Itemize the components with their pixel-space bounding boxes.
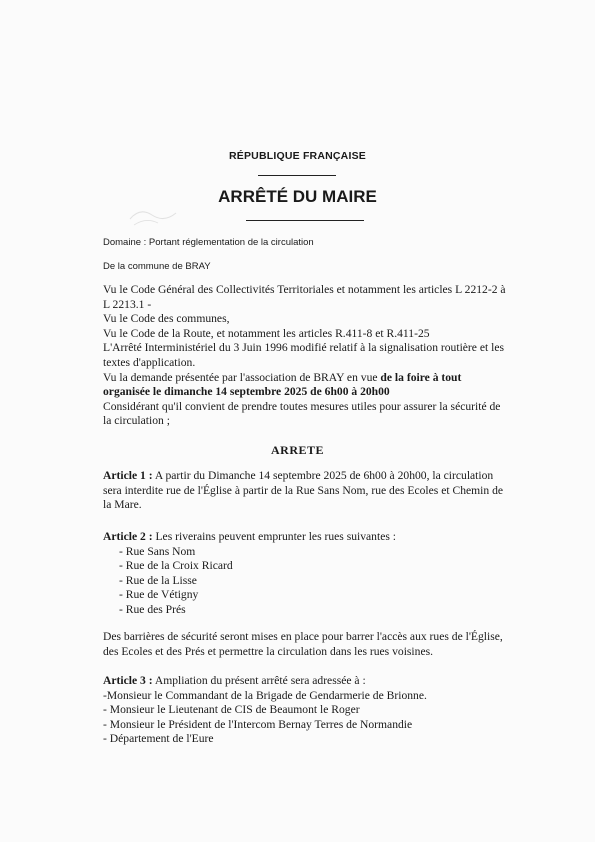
article-2-text: Les riverains peuvent emprunter les rues suivantes : xyxy=(152,530,396,543)
article-1-label: Article 1 : xyxy=(103,469,153,482)
faint-stamp-mark xyxy=(128,205,178,229)
header-divider-top xyxy=(258,175,336,176)
considerant: Considérant qu'il convient de prendre toutes mesures utiles pour assurer la sécurité de la circulation ; xyxy=(103,399,501,428)
article-3 xyxy=(103,674,508,747)
vu-cgct: Vu le Code Général des Collectivités Territoriales et notamment les articles L 2212-2 à L 2213.1 - xyxy=(103,283,506,311)
vu-demande-text: Vu la demande présentée par l'association de BRAY en vue xyxy=(103,370,381,384)
list-item: - Rue de Vétigny xyxy=(119,588,199,602)
list-item: - Monsieur le Lieutenant de CIS de Beaumont le Roger xyxy=(103,703,360,717)
commune-line: De la commune de BRAY xyxy=(103,261,211,272)
article-2 xyxy=(103,530,508,618)
republic-header: RÉPUBLIQUE FRANÇAISE xyxy=(228,150,366,162)
page-title: ARRÊTÉ DU MAIRE xyxy=(218,187,377,206)
article-1 xyxy=(103,469,508,513)
street-list xyxy=(115,545,508,618)
list-item: - Rue de la Croix Ricard xyxy=(119,559,233,573)
header-divider-bottom xyxy=(246,220,364,221)
article-3-text: Ampliation du présent arrêté sera adressée à : xyxy=(152,674,366,687)
article-1-text: A partir du Dimanche 14 septembre 2025 de 6h00 à 20h00, la circulation sera interdite rue de l'Église à partir de la Rue Sans Nom, rue des Ecoles et Chemin de la Mare. xyxy=(103,469,504,512)
vu-code-route: Vu le Code de la Route, et notamment les articles R.411-8 et R.411-25 xyxy=(103,326,430,340)
domain-line: Domaine : Portant réglementation de la circulation xyxy=(103,237,314,248)
vu-demande-event: de la foire à tout organisée le dimanche 14 septembre 2025 de 6h00 à 20h00 xyxy=(103,370,462,399)
considerations-block xyxy=(103,283,508,429)
article-2-label: Article 2 : xyxy=(103,530,153,543)
arrete-heading: ARRETE xyxy=(270,443,324,457)
list-item: - Rue Sans Nom xyxy=(119,544,196,558)
list-item: - Département de l'Eure xyxy=(103,732,214,746)
barriers-paragraph: Des barrières de sécurité seront mises en place pour barrer l'accès aux rues de l'Église, des Ecoles et des Prés et permettre la circulation dans les rues voisines. xyxy=(103,630,503,658)
list-item: - Rue des Prés xyxy=(119,602,186,616)
list-item: - Rue de la Lisse xyxy=(119,573,197,587)
vu-demande xyxy=(103,371,508,400)
vu-code-communes: Vu le Code des communes, xyxy=(103,312,230,326)
list-item: -Monsieur le Commandant de la Brigade de Gendarmerie de Brionne. xyxy=(103,688,427,702)
list-item: - Monsieur le Président de l'Intercom Bernay Terres de Normandie xyxy=(103,717,413,731)
article-3-label: Article 3 : xyxy=(103,674,153,687)
vu-arrete-interministeriel: L'Arrêté Interministériel du 3 Juin 1996 modifié relatif à la signalisation routière et les textes d'application. xyxy=(103,341,504,369)
